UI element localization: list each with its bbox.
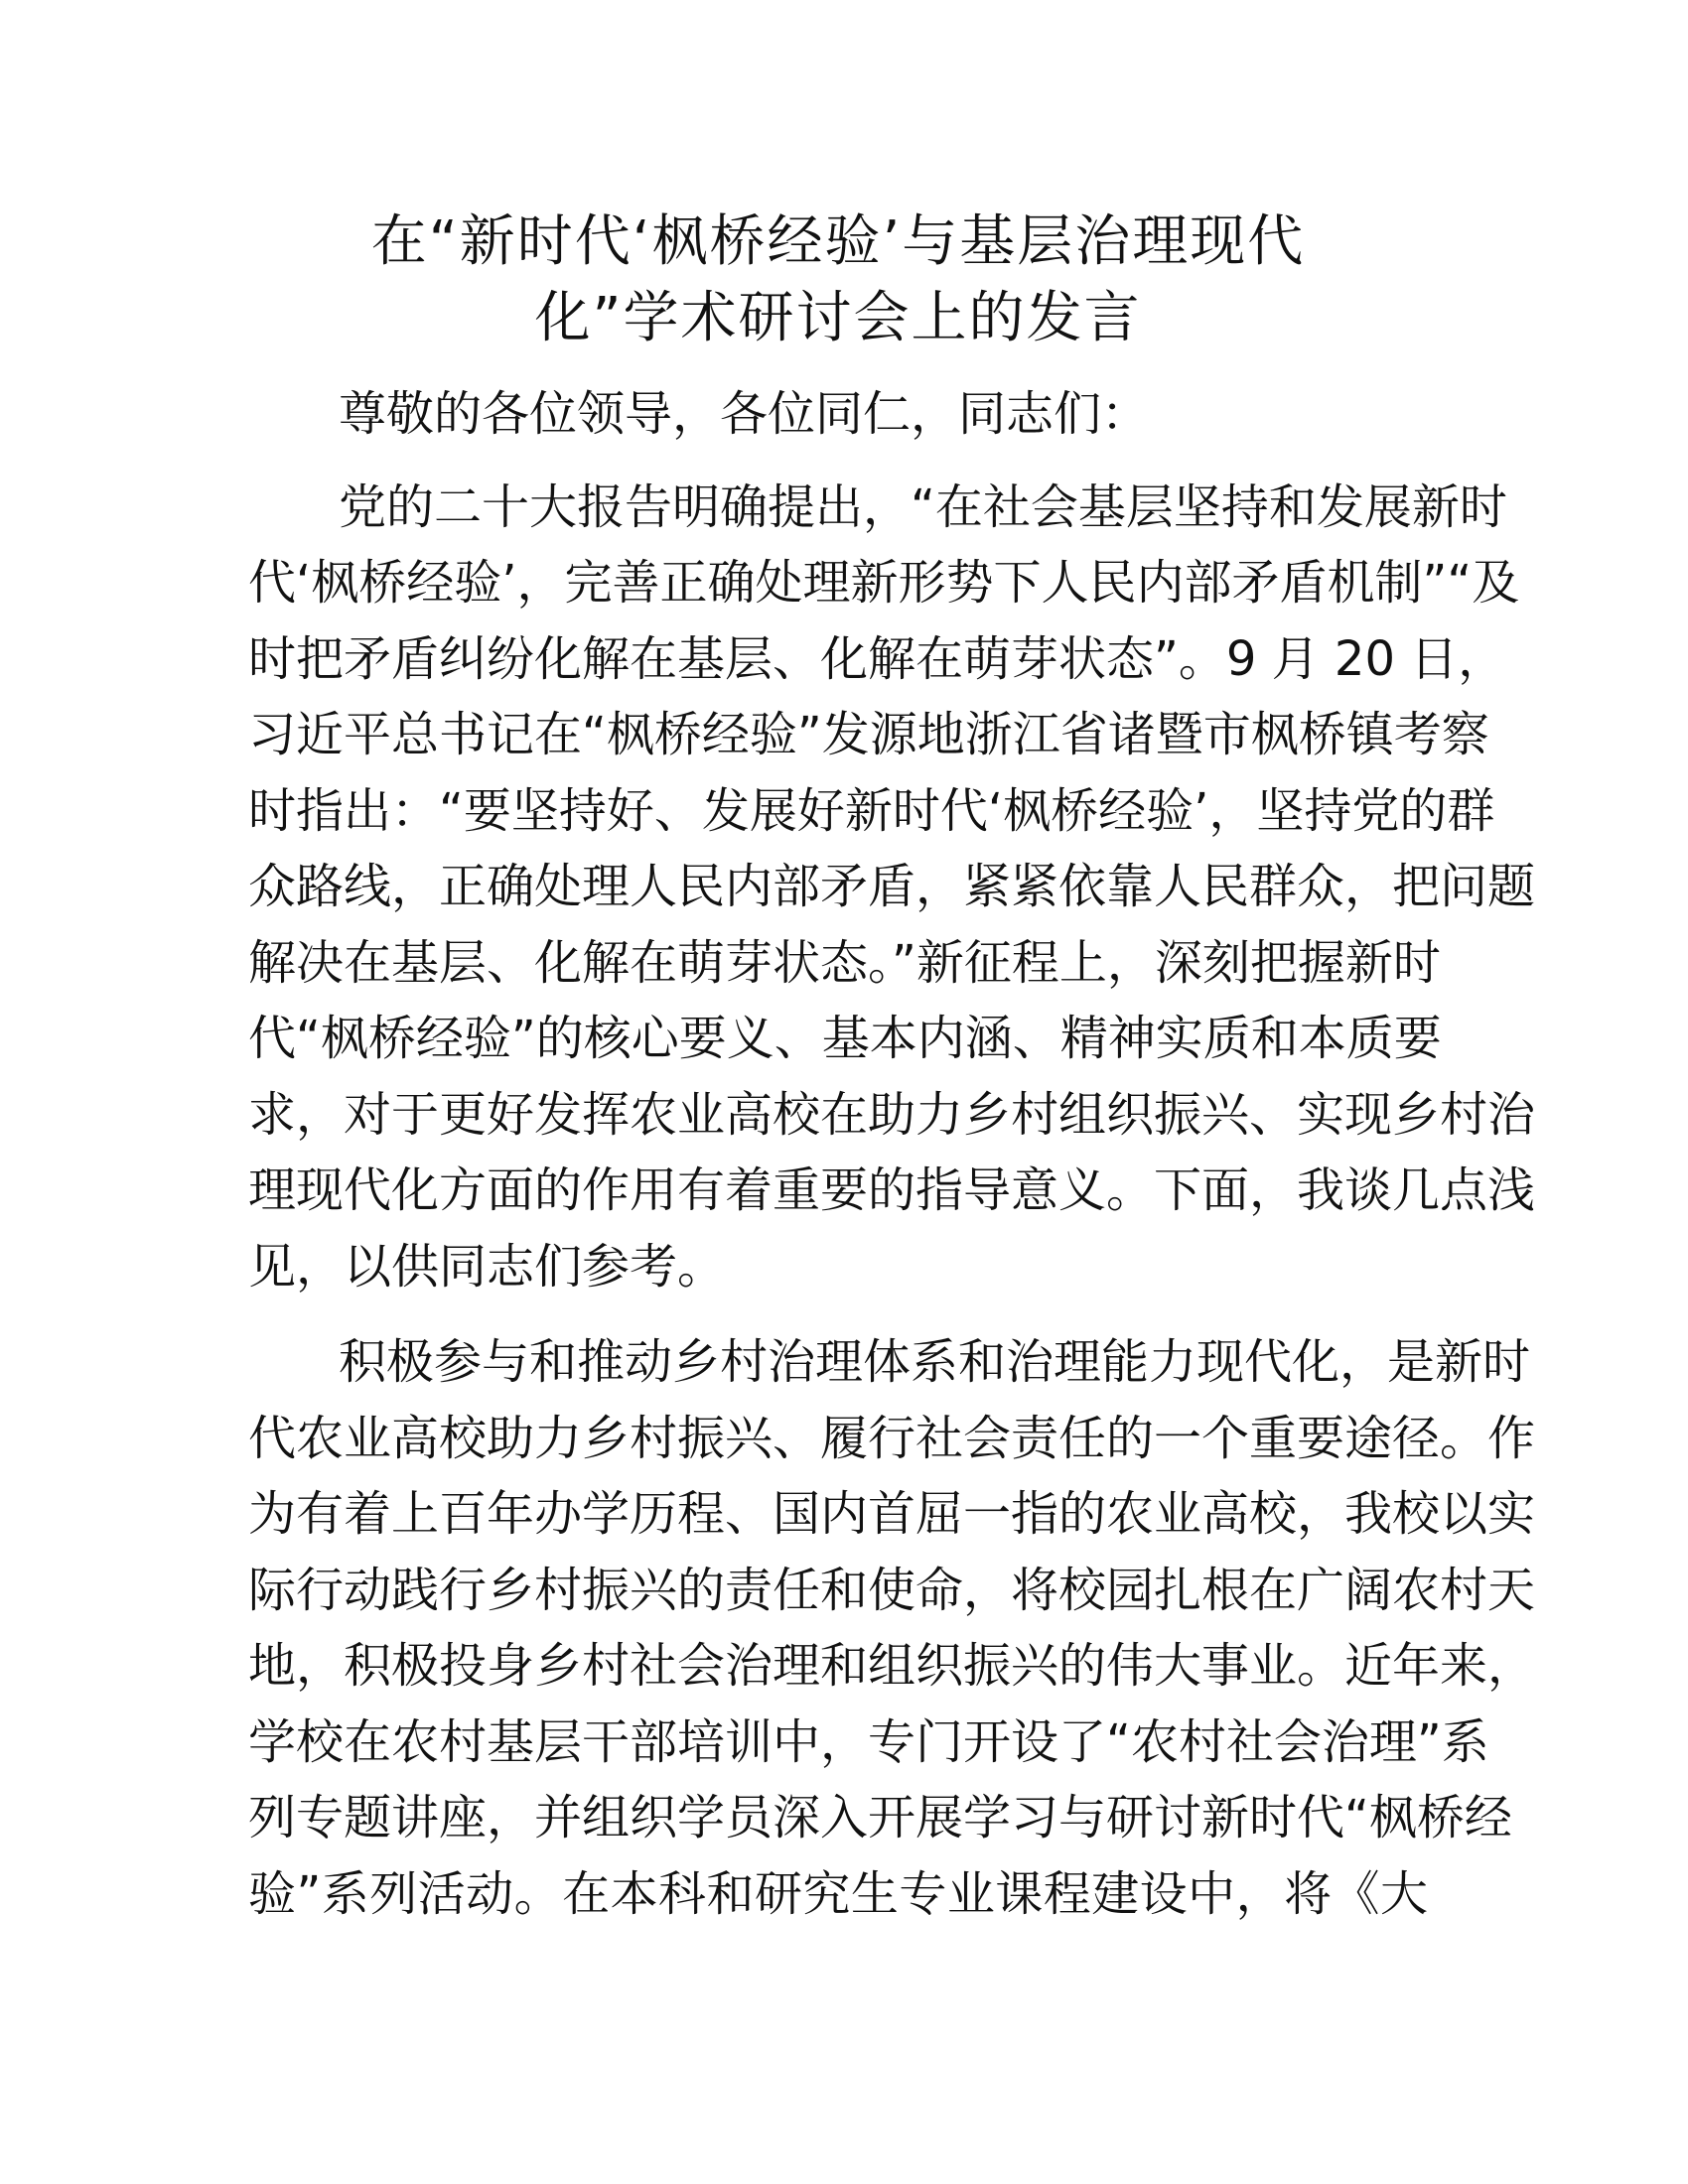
text-line: 验”系列活动。在本科和研究生专业课程建设中，将《大 [248, 1865, 1428, 1922]
text-line: 学校在农村基层干部培训中，专门开设了“农村社会治理”系 [248, 1713, 1489, 1770]
text-line: 时指出：“要坚持好、发展好新时代‘枫桥经验’，坚持党的群 [248, 782, 1495, 839]
text-line: 党的二十大报告明确提出，“在社会基层坚持和发展新时 [339, 478, 1507, 535]
text-line: 列专题讲座，并组织学员深入开展学习与研讨新时代“枫桥经 [248, 1790, 1512, 1845]
title-line: 在“新时代‘枫桥经验’与基层治理现代 [370, 209, 1306, 274]
title-line: 化”学术研讨会上的发言 [534, 286, 1142, 350]
text-line: 地，积极投身乡村社会治理和组织振兴的伟大事业。近年来， [248, 1638, 1536, 1694]
text-line: 积极参与和推动乡村治理体系和治理能力现代化，是新时 [339, 1334, 1531, 1390]
text-line: 代“枫桥经验”的核心要义、基本内涵、精神实质和本质要 [248, 1011, 1442, 1066]
greeting: 尊敬的各位领导，各位同仁，同志们： [339, 386, 1150, 442]
paragraph-2 [248, 1324, 1536, 1932]
text-line: 为有着上百年办学历程、国内首屈一指的农业高校，我校以实 [248, 1486, 1536, 1542]
text-line: 理现代化方面的作用有着重要的指导意义。下面，我谈几点浅 [248, 1162, 1536, 1218]
text-line: 代‘枫桥经验’，完善正确处理新形势下人民内部矛盾机制”“及 [248, 555, 1520, 611]
text-line: 见，以供同志们参考。 [248, 1238, 726, 1295]
text-line: 解决在基层、化解在萌芽状态。”新征程上，深刻把握新时 [248, 934, 1441, 991]
document-body [248, 376, 1536, 1952]
text-line: 众路线，正确处理人民内部矛盾，紧紧依靠人民群众，把问题 [248, 859, 1536, 914]
text-line: 习近平总书记在“枫桥经验”发源地浙江省诸暨市枫桥镇考察 [248, 707, 1489, 762]
document-title [248, 204, 1428, 356]
text-line: 求，对于更好发挥农业高校在助力乡村组织振兴、实现乡村治 [248, 1086, 1536, 1143]
text-line: 际行动践行乡村振兴的责任和使命，将校园扎根在广阔农村天 [248, 1562, 1536, 1618]
text-line: 代农业高校助力乡村振兴、履行社会责任的一个重要途径。作 [248, 1410, 1536, 1466]
paragraph-1 [248, 470, 1536, 1305]
text-line: 时把矛盾纠纷化解在基层、化解在萌芽状态”。9 月 20 日， [248, 630, 1506, 687]
